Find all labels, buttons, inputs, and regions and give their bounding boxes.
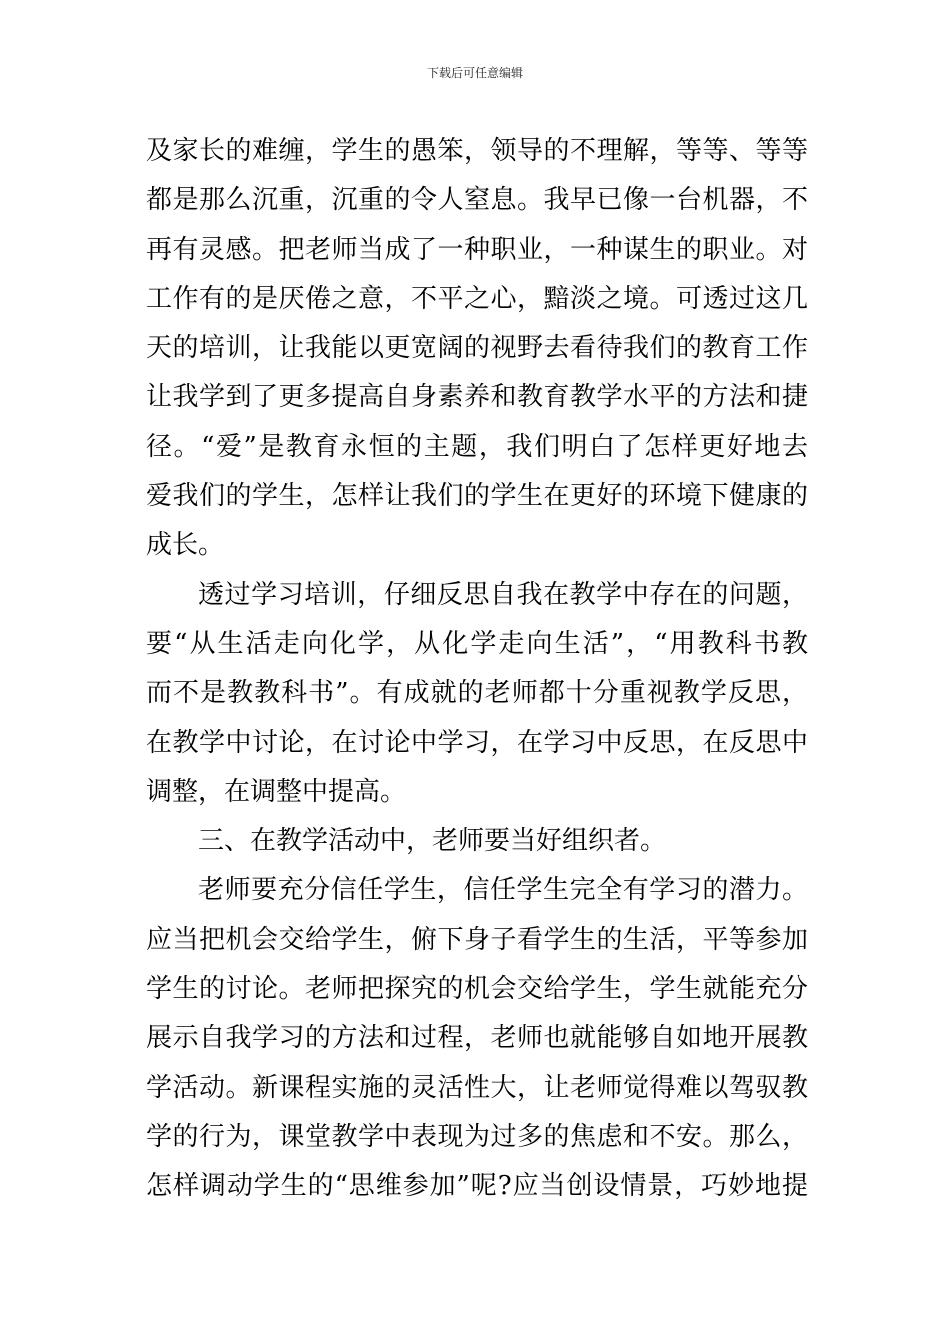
text-line: 怎样调动学生的“思维参加”呢?应当创设情景，巧妙地提	[146, 1171, 808, 1202]
text-line: 成长。	[146, 530, 225, 561]
text-line: 学的行为，课堂教学中表现为过多的焦虑和不安。那么，	[146, 1121, 808, 1152]
text-line: 工作有的是厌倦之意，不平之心，黯淡之境。可透过这几	[146, 283, 808, 314]
text-line: 天的培训，让我能以更宽阔的视野去看待我们的教育工作	[146, 333, 808, 364]
text-line: 展示自我学习的方法和过程，老师也就能够自如地开展教	[146, 1023, 808, 1054]
text-line: 调整，在调整中提高。	[146, 776, 407, 807]
text-line: 及家长的难缠，学生的愚笨，领导的不理解，等等、等等	[146, 136, 808, 166]
text-line: 要“从生活走向化学，从化学走向生活”，“用教科书教	[146, 628, 808, 659]
text-line: 透过学习培训，仔细反思自我在教学中存在的问题，	[198, 579, 808, 610]
document-body	[146, 127, 808, 1212]
text-line: 应当把机会交给学生，俯下身子看学生的生活，平等参加	[146, 924, 808, 955]
text-line: 学活动。新课程实施的灵活性大，让老师觉得难以驾驭教	[146, 1072, 808, 1103]
text-line: 再有灵感。把老师当成了一种职业，一种谋生的职业。对	[146, 234, 808, 265]
text-line: 学生的讨论。老师把探究的机会交给学生，学生就能充分	[146, 974, 808, 1005]
text-line: 径。“爱”是教育永恒的主题，我们明白了怎样更好地去	[146, 431, 808, 462]
page-header: 下载后可任意编辑	[426, 66, 523, 80]
text-line: 爱我们的学生，怎样让我们的学生在更好的环境下健康的	[146, 481, 808, 512]
text-line: 在教学中讨论，在讨论中学习，在学习中反思，在反思中	[146, 727, 808, 758]
text-line: 都是那么沉重，沉重的令人窒息。我早已像一台机器，不	[146, 185, 808, 216]
text-line: 老师要充分信任学生，信任学生完全有学习的潜力。	[198, 875, 808, 906]
text-line: 让我学到了更多提高自身素养和教育教学水平的方法和捷	[146, 382, 808, 413]
text-line: 而不是教教科书”。有成就的老师都十分重视教学反思，	[146, 678, 808, 709]
text-line: 三、在教学活动中，老师要当好组织者。	[198, 826, 667, 857]
